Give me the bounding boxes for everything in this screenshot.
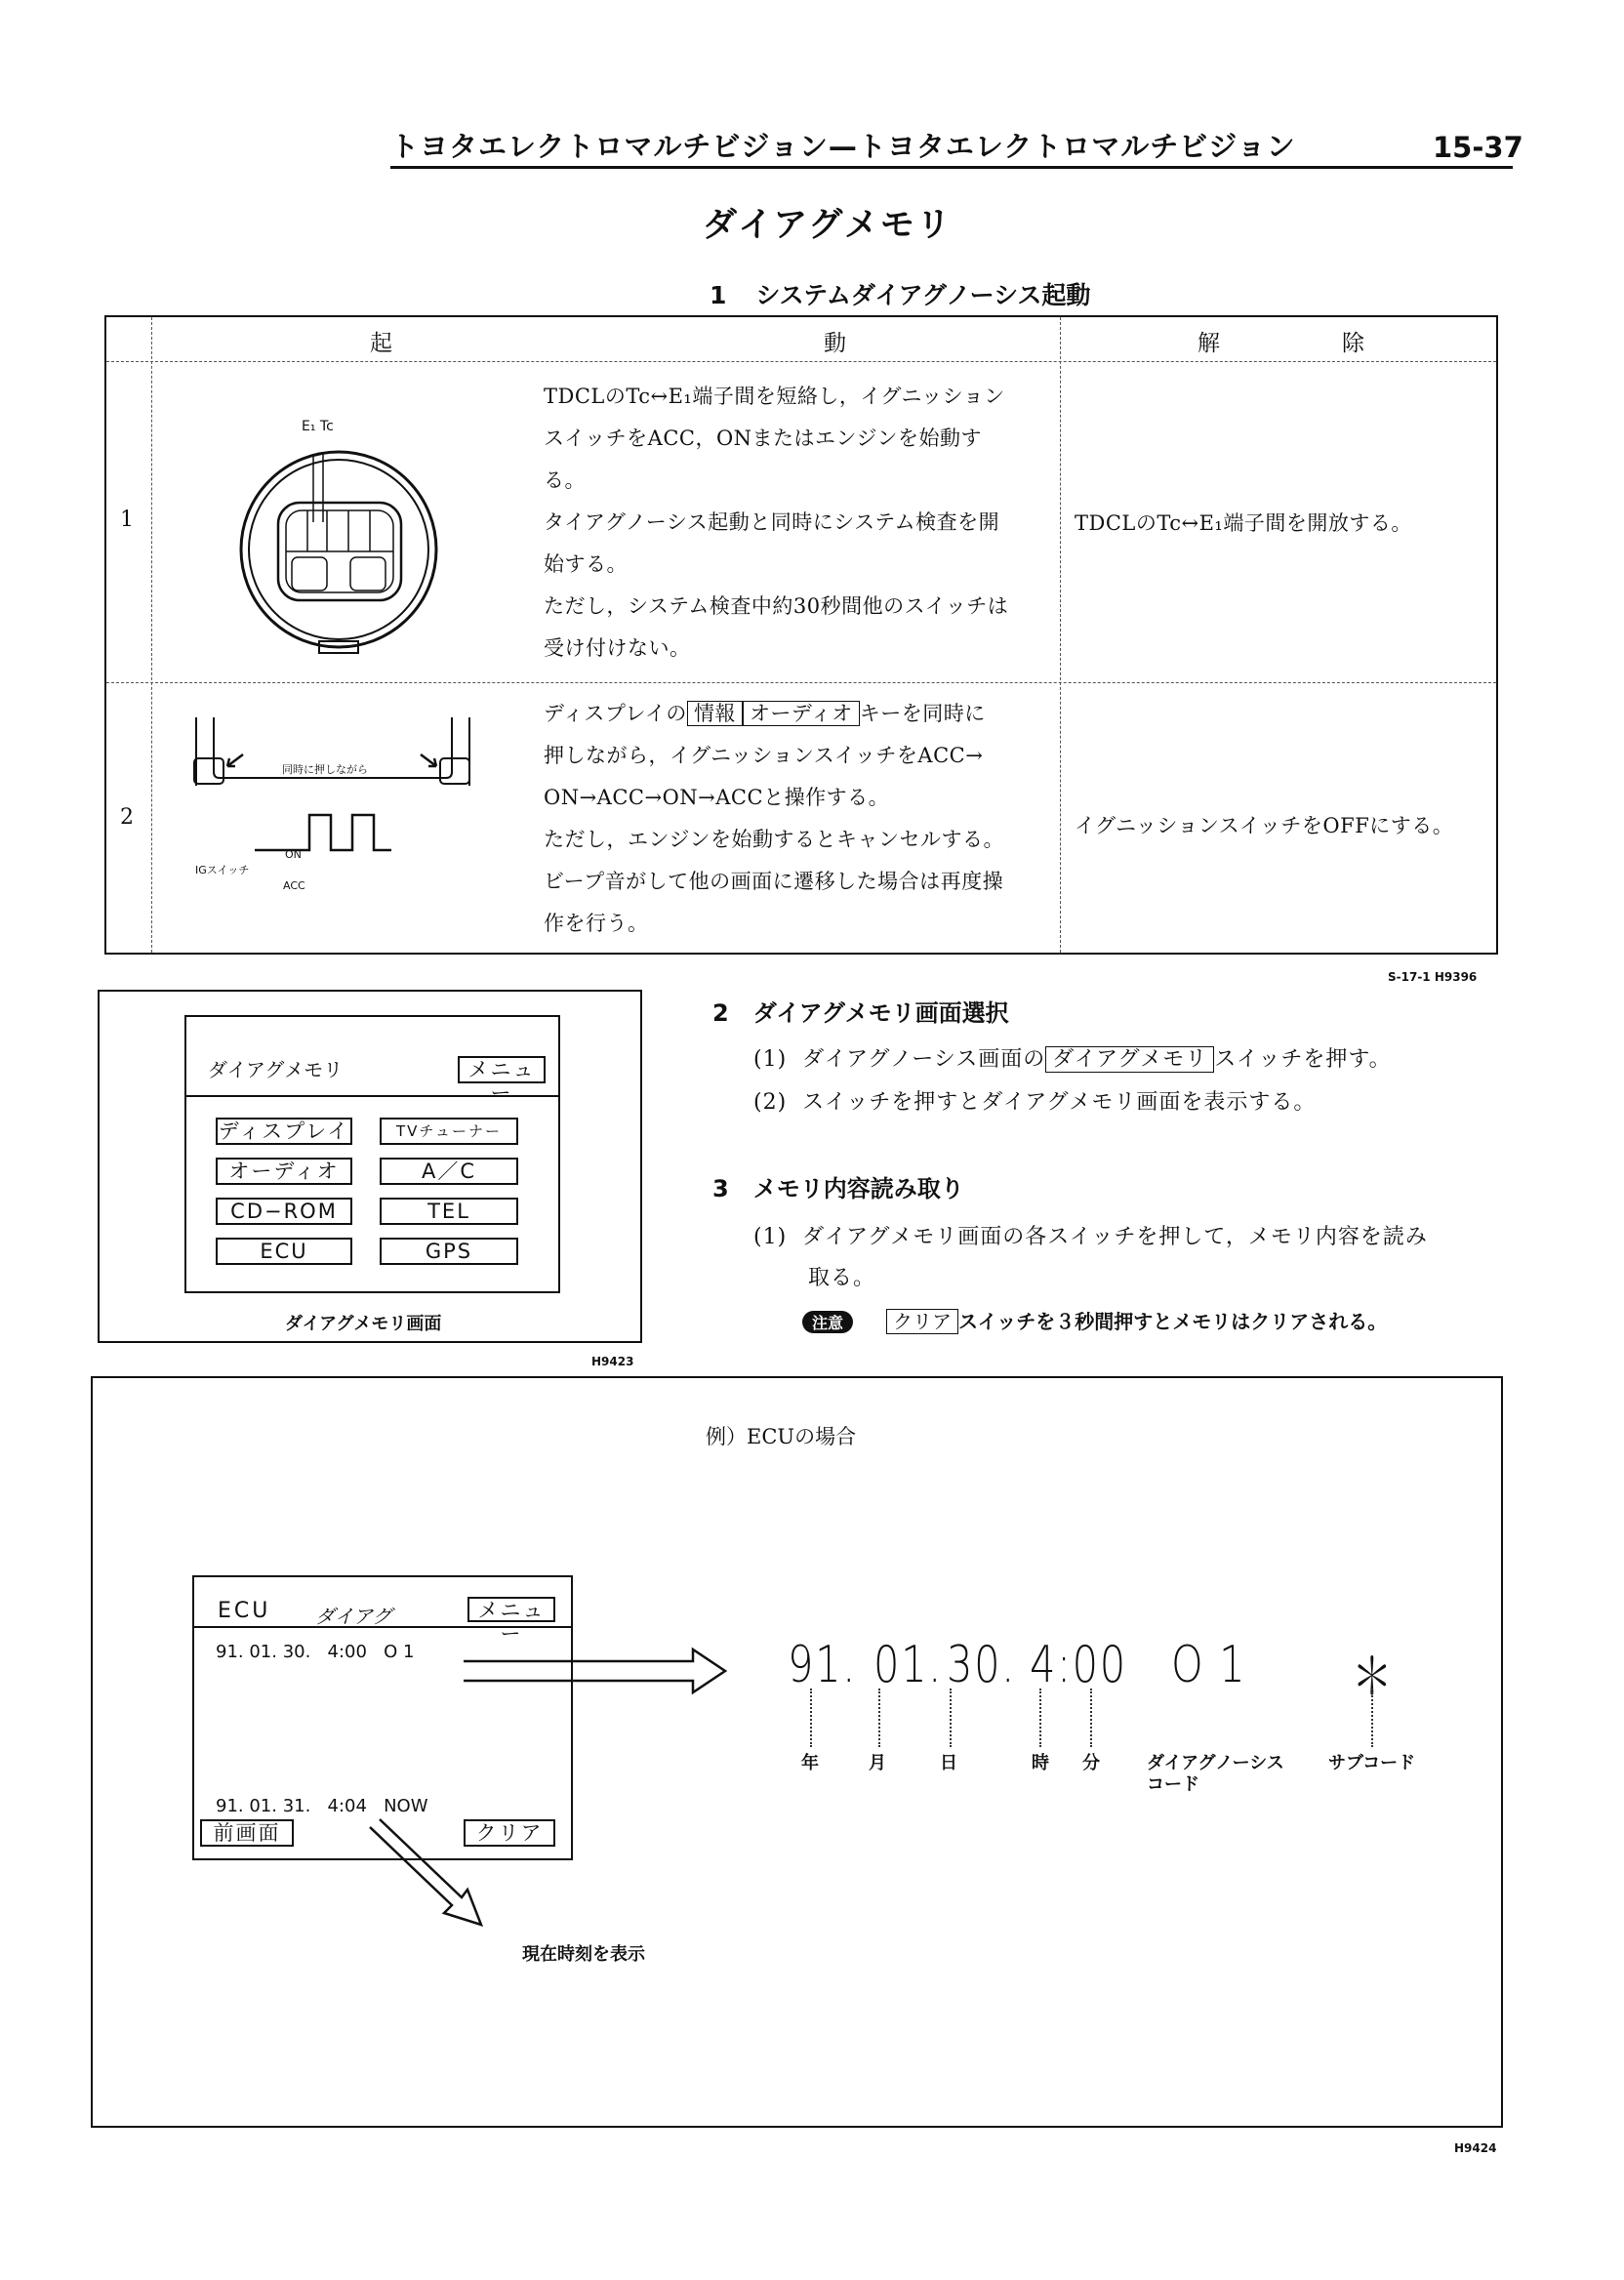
header-rule <box>390 166 1513 169</box>
row2-line: ただし，エンジンを始動するとキャンセルする。 <box>544 828 1004 851</box>
item1-line1: ダイアグメモリ画面の各スイッチを押して，メモリ内容を読み <box>802 1225 1428 1249</box>
row1-line: タイアグノーシス起動と同時にシステム検査を開 <box>544 510 1000 534</box>
clear-key: クリア <box>886 1309 958 1334</box>
section1-title: システムダイアグノーシス起動 <box>755 281 1091 309</box>
label-diag-code: ダイアグノーシス <box>1147 1753 1284 1773</box>
display-keys-figure <box>184 708 477 864</box>
row-number: 1 <box>120 508 134 532</box>
label-year: 年 <box>801 1753 819 1773</box>
guide-line <box>1371 1689 1373 1747</box>
gps-button[interactable]: GPS <box>380 1238 518 1265</box>
section3-number: 3 <box>712 1175 729 1202</box>
row1-line: 受け付けない。 <box>544 636 691 660</box>
guide-line <box>810 1689 812 1747</box>
label-sub-code: サブコード <box>1328 1753 1416 1773</box>
big-day: 30. <box>947 1636 1016 1694</box>
guide-line <box>1090 1689 1092 1747</box>
label-day: 日 <box>940 1753 957 1773</box>
figure-label-ig-switch: IGスイッチ <box>195 864 250 876</box>
ecu-button[interactable]: ECU <box>216 1238 352 1265</box>
row1-line: 始する。 <box>544 552 628 576</box>
row2-line1-post: キーを同時に <box>859 702 986 725</box>
note-text: スイッチを３秒間押すとメモリはクリアされる。 <box>958 1310 1388 1333</box>
screen-divider <box>186 1095 558 1097</box>
section2-item2 <box>753 1085 1316 1116</box>
key-audio: オーディオ <box>743 701 860 726</box>
row1-description <box>544 376 1008 670</box>
item-number: (1) <box>753 1225 788 1249</box>
row-number: 2 <box>120 805 134 830</box>
col-header-release-b: 除 <box>1342 331 1364 356</box>
tdcl-connector-figure <box>223 434 458 669</box>
figure-label-press-together: 同時に押しながら <box>282 763 368 776</box>
guide-line <box>1039 1689 1041 1747</box>
row2-line: ビープ音がして他の画面に遷移した場合は再度操 <box>544 870 1004 893</box>
label-minute: 分 <box>1082 1753 1100 1773</box>
col-header-start-b: 動 <box>824 331 846 356</box>
item-number: (2) <box>753 1090 788 1115</box>
section3-item1-cont: 取る。 <box>808 1266 876 1290</box>
row1-line: スイッチをACC，ONまたはエンジンを始動す <box>544 427 983 450</box>
note-line <box>802 1306 1387 1334</box>
section1-number: 1 <box>710 281 727 309</box>
screen-title: ダイアグメモリ <box>208 1058 344 1081</box>
ac-button[interactable]: A／C <box>380 1158 518 1185</box>
col-header-release-a: 解 <box>1198 331 1220 356</box>
row1-release: TDCLのTc↔E₁端子間を開放する。 <box>1075 511 1412 535</box>
table-divider <box>1060 317 1061 953</box>
label-code: コード <box>1147 1774 1199 1795</box>
menu-button[interactable]: メニュー <box>467 1597 555 1622</box>
table-divider <box>106 361 1496 362</box>
display-button[interactable]: ディスプレイ <box>216 1118 352 1145</box>
section3-heading <box>712 1169 964 1203</box>
row2-line1-pre: ディスプレイの <box>544 702 687 725</box>
key-info: 情報 <box>687 701 743 726</box>
item1-post: スイッチを押す。 <box>1214 1047 1392 1072</box>
note-badge: 注意 <box>802 1311 853 1333</box>
audio-button[interactable]: オーディオ <box>216 1158 352 1185</box>
startup-table <box>104 315 1498 955</box>
table-divider <box>106 682 1496 683</box>
row1-line: TDCLのTc↔E₁端子間を短絡し，イグニッション <box>544 385 1005 408</box>
section3-item1 <box>753 1220 1428 1250</box>
memory-record-row: 91. 01. 30. 4:00 O 1 <box>216 1642 415 1662</box>
page-number: 15-37 <box>1433 131 1523 164</box>
row1-line: る。 <box>544 468 586 492</box>
row2-line: 作を行う。 <box>544 912 649 935</box>
row1-line: ただし，システム検査中約30秒間他のスイッチは <box>544 594 1009 618</box>
item-number: (1) <box>753 1047 788 1072</box>
item1-pre: ダイアグノーシス画面の <box>802 1047 1046 1072</box>
section3-title: メモリ内容読み取り <box>752 1175 964 1202</box>
current-time-note: 現在時刻を表示 <box>522 1944 645 1965</box>
section2-heading <box>712 994 1009 1028</box>
clear-button[interactable]: クリア <box>464 1819 555 1847</box>
row2-description <box>544 693 1004 945</box>
callout-arrows <box>93 1378 1505 2130</box>
section1-heading <box>710 276 1090 311</box>
row2-release: イグニッションスイッチをOFFにする。 <box>1075 814 1454 837</box>
big-year: 91. <box>788 1636 857 1694</box>
label-hour: 時 <box>1032 1753 1049 1773</box>
figure-label-terminals: E₁ Tc <box>302 419 334 434</box>
section2-number: 2 <box>712 999 729 1027</box>
current-time-row: 91. 01. 31. 4:04 NOW <box>216 1796 428 1816</box>
big-diag-code: O 1 <box>1171 1636 1247 1694</box>
figure-code: H9424 <box>1454 2141 1497 2155</box>
section2-title: ダイアグメモリ画面選択 <box>752 999 1009 1027</box>
screen-title-diag: ダイアグ <box>315 1605 392 1628</box>
figure-caption: ダイアグメモリ画面 <box>285 1314 442 1334</box>
ecu-example-figure <box>91 1376 1503 2128</box>
row2-line <box>544 693 1004 735</box>
tel-button[interactable]: TEL <box>380 1198 518 1225</box>
guide-line <box>878 1689 880 1747</box>
figure-label-on: ON <box>285 848 302 861</box>
diag-memory-screen-figure <box>98 990 642 1343</box>
row2-line: ON→ACC→ON→ACCと操作する。 <box>544 786 890 809</box>
figure-code: S-17-1 H9396 <box>1388 970 1478 984</box>
item2-text: スイッチを押すとダイアグメモリ画面を表示する。 <box>802 1090 1317 1115</box>
figure-label-acc: ACC <box>283 879 305 892</box>
cd-rom-button[interactable]: CD−ROM <box>216 1198 352 1225</box>
page-title: ダイアグメモリ <box>703 206 953 245</box>
back-button[interactable]: 前画面 <box>200 1819 294 1847</box>
running-header-title: トヨタエレクトロマルチビジョン—トヨタエレクトロマルチビジョン <box>390 130 1296 163</box>
menu-button[interactable]: メニュー <box>458 1056 546 1083</box>
section2-item1 <box>753 1042 1392 1073</box>
screen-title-ecu: ECU <box>218 1599 271 1623</box>
figure-code: H9423 <box>591 1355 634 1368</box>
col-header-start-a: 起 <box>370 331 392 356</box>
row2-line: 押しながら，イグニッションスイッチをACC→ <box>544 744 984 767</box>
big-time: 4:00 <box>1030 1636 1127 1694</box>
big-sub-code: ＊ <box>1352 1649 1395 1707</box>
label-month: 月 <box>869 1753 886 1773</box>
diag-memory-screen <box>184 1015 560 1293</box>
example-caption: 例）ECUの場合 <box>706 1425 857 1448</box>
guide-line <box>950 1689 952 1747</box>
table-divider <box>151 317 152 953</box>
diag-memory-key: ダイアグメモリ <box>1045 1046 1214 1073</box>
big-month: 01. <box>873 1636 943 1694</box>
tv-tuner-button[interactable]: TVチューナー <box>380 1118 518 1145</box>
